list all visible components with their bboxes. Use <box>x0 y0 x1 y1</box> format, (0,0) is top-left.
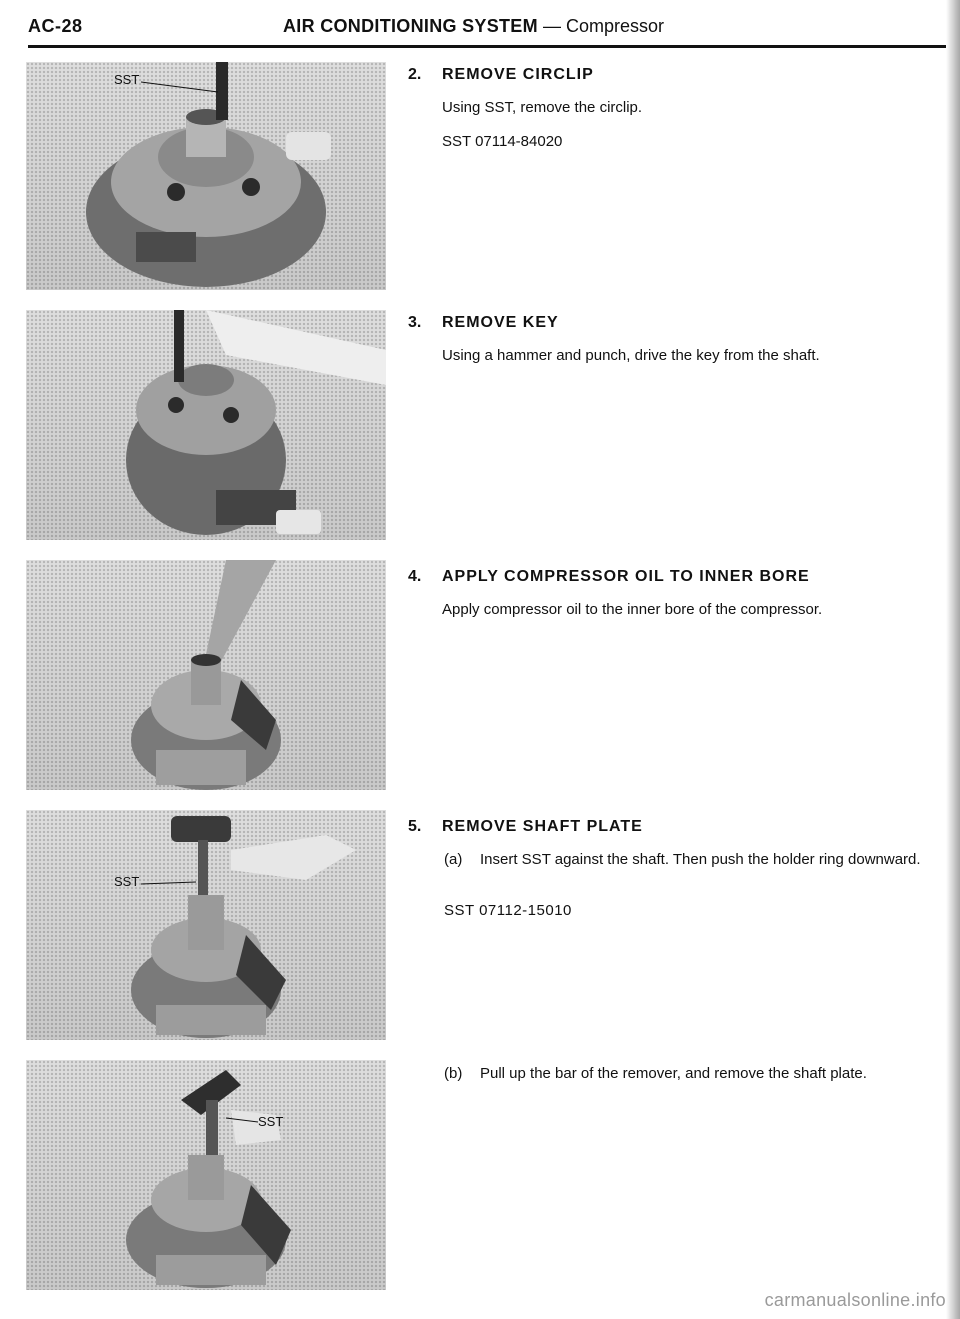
step-number: 2. <box>408 66 422 83</box>
sst-callout: SST <box>258 1114 284 1129</box>
section-title-sub: — Compressor <box>542 16 664 36</box>
page-edge-shadow <box>946 0 960 1319</box>
sst-callout: SST <box>114 874 140 889</box>
step-instruction: Apply compressor oil to the inner bore of the compressor. <box>442 601 823 618</box>
step-body <box>442 600 942 634</box>
sst-part-number: SST 07114-84020 <box>442 133 563 150</box>
sub-step-b <box>444 1064 934 1108</box>
sub-step-text: Insert SST against the shaft. Then push the holder ring downward. <box>480 851 921 868</box>
photo-apply-oil <box>26 560 386 790</box>
section-title <box>283 16 664 37</box>
compressor-illustration <box>26 810 386 1040</box>
page-id: AC-28 <box>28 16 83 36</box>
compressor-illustration <box>26 560 386 790</box>
sub-step-label: (a) <box>444 851 463 868</box>
step-body <box>442 98 942 166</box>
step-remove-shaft-plate <box>408 818 938 848</box>
sst-callout: SST <box>114 72 140 87</box>
header-rule <box>28 45 946 48</box>
photo-remove-shaft-plate-a <box>26 810 386 1040</box>
step-number: 5. <box>408 818 422 835</box>
step-body <box>442 346 942 380</box>
sub-step-a <box>444 850 934 894</box>
compressor-illustration <box>26 310 386 540</box>
step-title: REMOVE CIRCLIP <box>442 66 594 83</box>
photo-remove-shaft-plate-b <box>26 1060 386 1290</box>
step-number: 4. <box>408 568 422 585</box>
sub-step-label: (b) <box>444 1065 463 1082</box>
step-instruction: Using a hammer and punch, drive the key from the shaft. <box>442 347 820 364</box>
sst-part-number: SST 07112-15010 <box>444 902 572 919</box>
step-number: 3. <box>408 314 422 331</box>
step-apply-compressor-oil <box>408 568 938 638</box>
step-remove-key <box>408 314 938 384</box>
sub-step-text: Pull up the bar of the remover, and remove the shaft plate. <box>480 1065 867 1082</box>
step-title: APPLY COMPRESSOR OIL TO INNER BORE <box>442 568 810 585</box>
step-remove-circlip <box>408 66 938 166</box>
step-instruction: Using SST, remove the circlip. <box>442 99 643 116</box>
compressor-illustration <box>26 62 386 290</box>
photo-remove-circlip <box>26 62 386 290</box>
section-title-main: AIR CONDITIONING SYSTEM <box>283 16 538 36</box>
compressor-illustration <box>26 1060 386 1290</box>
photo-remove-key <box>26 310 386 540</box>
step-title: REMOVE KEY <box>442 314 559 331</box>
step-title: REMOVE SHAFT PLATE <box>442 818 643 835</box>
page-header <box>28 16 948 46</box>
watermark: carmanualsonline.info <box>764 1290 946 1310</box>
